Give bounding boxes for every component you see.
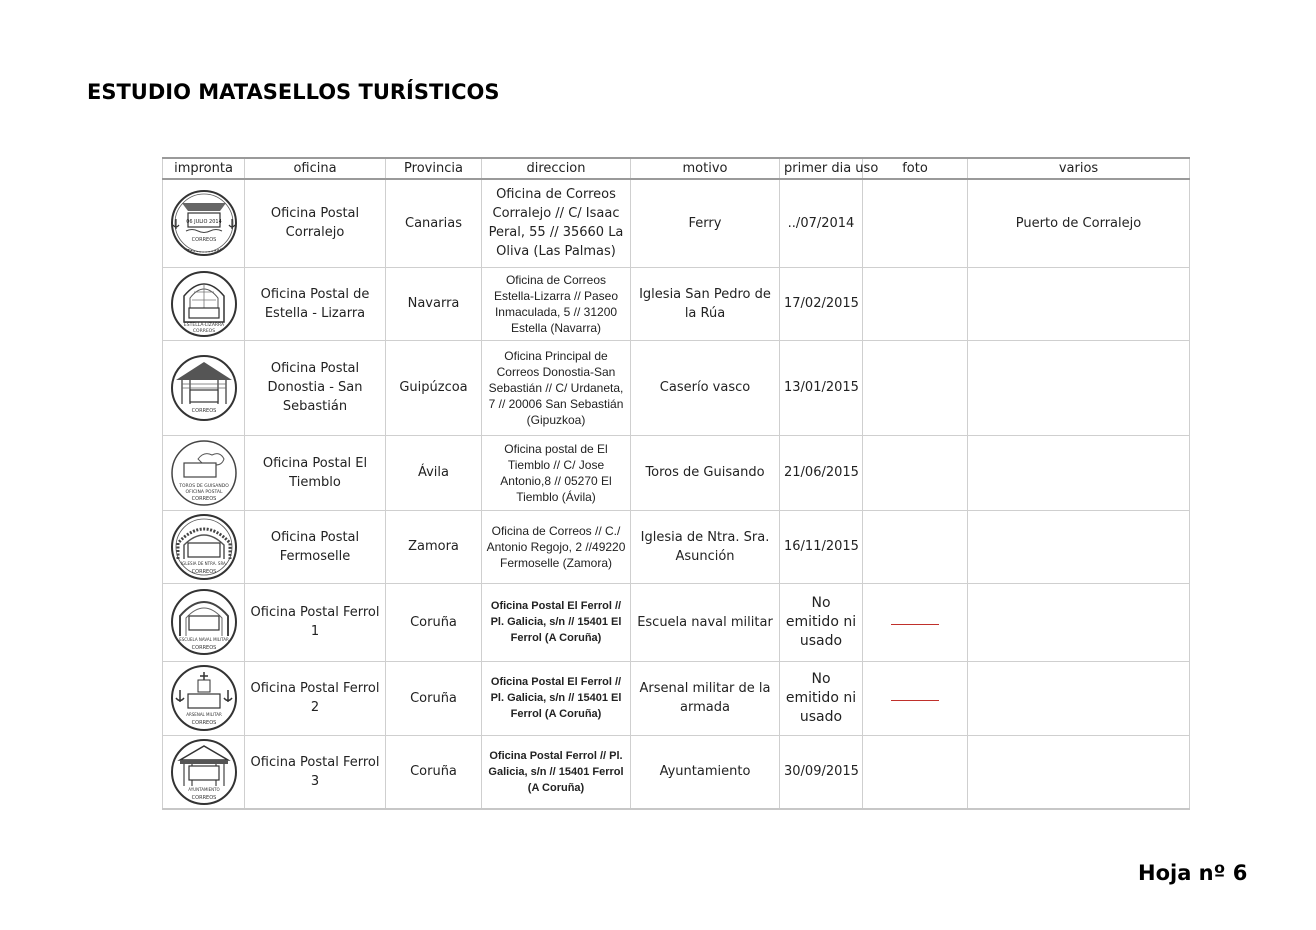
stamp-cell: [163, 661, 245, 735]
office-name: Oficina Postal de Estella - Lizarra: [245, 267, 386, 340]
address: Oficina postal de El Tiemblo // C/ Jose Antonio,8 // 05270 El Tiemblo (Ávila): [482, 435, 631, 510]
office-name: Oficina Postal Fermoselle: [245, 510, 386, 583]
misc: [968, 661, 1190, 735]
motive: Arsenal militar de la armada: [631, 661, 780, 735]
motive: Ayuntamiento: [631, 735, 780, 809]
svg-text:CORREOS: CORREOS: [191, 407, 216, 414]
col-header-oficina: oficina: [245, 158, 386, 179]
svg-text:CORREOS: CORREOS: [191, 645, 216, 651]
province: Coruña: [386, 661, 482, 735]
table-row: [163, 435, 1190, 510]
stamp-cell: [163, 735, 245, 809]
stamp-cell: [163, 267, 245, 340]
first-day-use: No emitido ni usado: [780, 583, 863, 661]
ferry-postmark-icon: [168, 189, 240, 257]
misc: Puerto de Corralejo: [968, 179, 1190, 267]
svg-text:CORREOS: CORREOS: [191, 495, 216, 502]
province: Ávila: [386, 435, 482, 510]
table-row: [163, 735, 1190, 809]
motive: Toros de Guisando: [631, 435, 780, 510]
church-arch-postmark-icon: [168, 513, 240, 581]
office-name: Oficina Postal Donostia - San Sebastián: [245, 340, 386, 435]
office-name: Oficina Postal Ferrol 1: [245, 583, 386, 661]
svg-text:CORREOS: CORREOS: [191, 794, 216, 801]
svg-text:06 JULIO 2014: 06 JULIO 2014: [185, 219, 222, 226]
motive: Iglesia San Pedro de la Rúa: [631, 267, 780, 340]
photo: [863, 661, 968, 735]
address: Oficina de Correos // C./ Antonio Regojo, 2 //49220 Fermoselle (Zamora): [482, 510, 631, 583]
svg-text:ESCUELA NAVAL MILITAR: ESCUELA NAVAL MILITAR: [178, 637, 229, 642]
col-header-motivo: motivo: [631, 158, 780, 179]
svg-text:TOROS DE GUISANDO: TOROS DE GUISANDO: [178, 483, 229, 489]
office-name: Oficina Postal Ferrol 2: [245, 661, 386, 735]
stamp-cell: [163, 435, 245, 510]
stamp-cell: [163, 510, 245, 583]
bulls-postmark-icon: [168, 439, 240, 507]
photo: [863, 435, 968, 510]
col-header-direccion: direccion: [482, 158, 631, 179]
svg-text:IGLESIA DE NTRA. SRA.: IGLESIA DE NTRA. SRA.: [180, 560, 227, 566]
svg-text:CORREOS: CORREOS: [192, 328, 215, 334]
first-day-use: 17/02/2015: [780, 267, 863, 340]
office-name: Oficina Postal Corralejo: [245, 179, 386, 267]
photo: [863, 340, 968, 435]
stamp-cell: [163, 340, 245, 435]
misc: [968, 735, 1190, 809]
province: Coruña: [386, 735, 482, 809]
col-header-primer-dia: primer dia uso: [780, 158, 863, 179]
svg-text:ARSENAL MILITAR: ARSENAL MILITAR: [185, 712, 222, 717]
table-row: [163, 340, 1190, 435]
office-name: Oficina Postal El Tiemblo: [245, 435, 386, 510]
svg-text:CORREOS: CORREOS: [191, 720, 216, 726]
col-header-foto: foto: [863, 158, 968, 179]
misc: [968, 583, 1190, 661]
svg-text:OFICINA POSTAL: OFICINA POSTAL: [185, 489, 222, 495]
address: Oficina Principal de Correos Donostia-San Sebastián // C/ Urdaneta, 7 // 20006 San Sebastián (Gipuzkoa): [482, 340, 631, 435]
photo-missing-line: [891, 700, 939, 701]
motive: Caserío vasco: [631, 340, 780, 435]
motive: Escuela naval militar: [631, 583, 780, 661]
photo-missing-line: [891, 624, 939, 625]
first-day-use: ../07/2014: [780, 179, 863, 267]
table-row: [163, 510, 1190, 583]
col-header-provincia: Provincia: [386, 158, 482, 179]
first-day-use: 13/01/2015: [780, 340, 863, 435]
sheet-number: Hoja nº 6: [1138, 861, 1248, 885]
page-title: ESTUDIO MATASELLOS TURÍSTICOS: [87, 80, 500, 104]
svg-text:CORREOS: CORREOS: [191, 568, 216, 575]
address: Oficina de Correos Estella-Lizarra // Paseo Inmaculada, 5 // 31200 Estella (Navarra): [482, 267, 631, 340]
office-name: Oficina Postal Ferrol 3: [245, 735, 386, 809]
address: Oficina de Correos Corralejo // C/ Isaac Peral, 55 // 35660 La Oliva (Las Palmas): [482, 179, 631, 267]
misc: [968, 510, 1190, 583]
address: Oficina Postal Ferrol // Pl. Galicia, s/n // 15401 Ferrol (A Coruña): [482, 735, 631, 809]
basque-farmhouse-postmark-icon: [168, 354, 240, 422]
misc: [968, 340, 1190, 435]
first-day-use: No emitido ni usado: [780, 661, 863, 735]
table-header-row: [163, 158, 1190, 179]
motive: Iglesia de Ntra. Sra. Asunción: [631, 510, 780, 583]
motive: Ferry: [631, 179, 780, 267]
first-day-use: 30/09/2015: [780, 735, 863, 809]
photo: [863, 510, 968, 583]
svg-text:CORREOS: CORREOS: [191, 237, 216, 244]
church-window-postmark-icon: [168, 270, 240, 338]
arsenal-anchor-postmark-icon: [168, 664, 240, 732]
table-row: [163, 267, 1190, 340]
stamp-cell: [163, 179, 245, 267]
table-row: [163, 179, 1190, 267]
first-day-use: 21/06/2015: [780, 435, 863, 510]
province: Coruña: [386, 583, 482, 661]
svg-text:ESTELLA-LIZARRA: ESTELLA-LIZARRA: [183, 322, 224, 328]
photo: [863, 735, 968, 809]
photo: [863, 179, 968, 267]
photo: [863, 267, 968, 340]
svg-text:AYUNTAMIENTO: AYUNTAMIENTO: [187, 786, 220, 792]
postmark-table: [162, 157, 1190, 810]
table-row: [163, 583, 1190, 661]
town-hall-postmark-icon: [168, 738, 240, 806]
province: Canarias: [386, 179, 482, 267]
stamp-cell: [163, 583, 245, 661]
province: Guipúzcoa: [386, 340, 482, 435]
col-header-varios: varios: [968, 158, 1190, 179]
misc: [968, 267, 1190, 340]
misc: [968, 435, 1190, 510]
first-day-use: 16/11/2015: [780, 510, 863, 583]
table-row: [163, 661, 1190, 735]
province: Navarra: [386, 267, 482, 340]
col-header-impronta: impronta: [163, 158, 245, 179]
photo: [863, 583, 968, 661]
province: Zamora: [386, 510, 482, 583]
address: Oficina Postal El Ferrol // Pl. Galicia, s/n // 15401 El Ferrol (A Coruña): [482, 583, 631, 661]
address: Oficina Postal El Ferrol // Pl. Galicia, s/n // 15401 El Ferrol (A Coruña): [482, 661, 631, 735]
naval-school-postmark-icon: [168, 588, 240, 656]
